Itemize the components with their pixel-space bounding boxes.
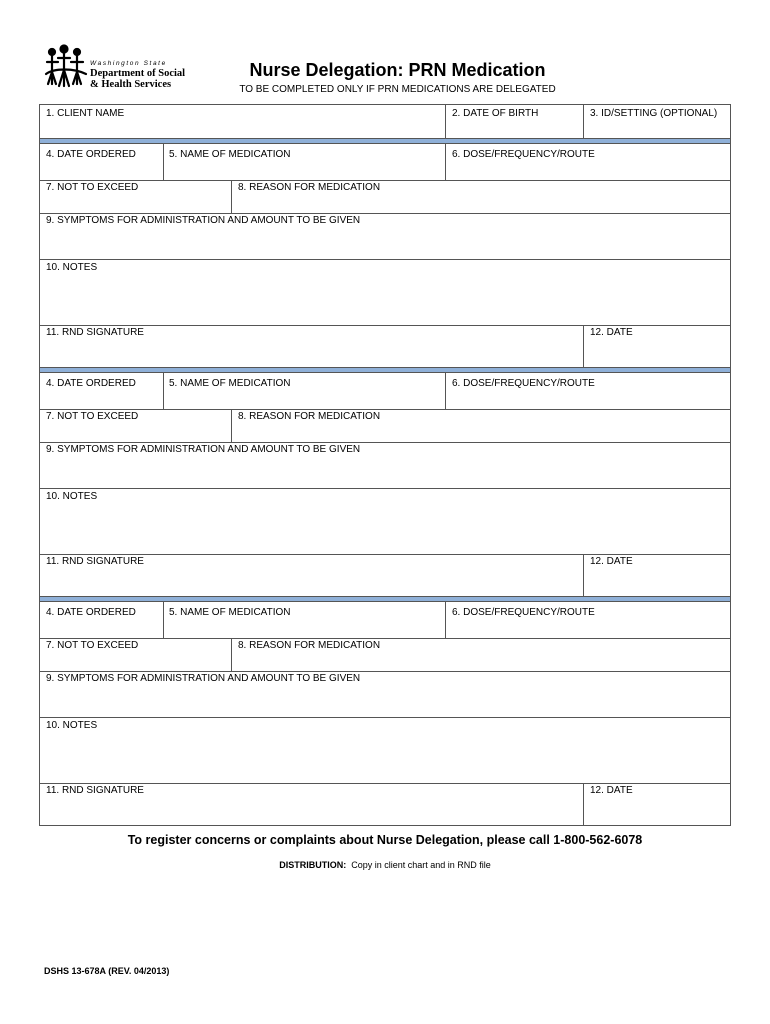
section-divider [40, 596, 730, 602]
id-setting-field[interactable]: 3. ID/SETTING (OPTIONAL) [590, 108, 718, 119]
page-subtitle: TO BE COMPLETED ONLY IF PRN MEDICATIONS ARE DELEGATED [239, 84, 556, 95]
date-of-birth-field[interactable]: 2. DATE OF BIRTH [452, 108, 539, 119]
symptoms-field[interactable]: 9. SYMPTOMS FOR ADMINISTRATION AND AMOUNT TO BE GIVEN [46, 215, 361, 226]
medication-name-field[interactable]: 5. NAME OF MEDICATION [169, 607, 291, 618]
distribution-note [0, 860, 770, 870]
dose-frequency-route-field[interactable]: 6. DOSE/FREQUENCY/ROUTE [452, 378, 595, 389]
rnd-signature-field[interactable]: 11. RND SIGNATURE [46, 556, 144, 567]
reason-for-medication-field[interactable]: 8. REASON FOR MEDICATION [238, 640, 381, 651]
prn-medication-form [39, 104, 731, 826]
complaints-notice: To register concerns or complaints about Nurse Delegation, please call 1-800-562-6078 [127, 833, 643, 847]
notes-field[interactable]: 10. NOTES [46, 262, 98, 273]
medication-name-field[interactable]: 5. NAME OF MEDICATION [169, 378, 291, 389]
section-divider [40, 138, 730, 144]
logo-health-services-text: & Health Services [90, 79, 172, 90]
symptoms-field[interactable]: 9. SYMPTOMS FOR ADMINISTRATION AND AMOUNT TO BE GIVEN [46, 444, 361, 455]
notes-field[interactable]: 10. NOTES [46, 720, 98, 731]
rnd-signature-field[interactable]: 11. RND SIGNATURE [46, 785, 144, 796]
date-ordered-field[interactable]: 4. DATE ORDERED [46, 607, 136, 618]
dose-frequency-route-field[interactable]: 6. DOSE/FREQUENCY/ROUTE [452, 607, 595, 618]
reason-for-medication-field[interactable]: 8. REASON FOR MEDICATION [238, 182, 381, 193]
distribution-text: Copy in client chart and in RND file [351, 860, 491, 870]
section-divider [40, 367, 730, 373]
symptoms-field[interactable]: 9. SYMPTOMS FOR ADMINISTRATION AND AMOUNT TO BE GIVEN [46, 673, 361, 684]
date-ordered-field[interactable]: 4. DATE ORDERED [46, 149, 136, 160]
client-name-field[interactable]: 1. CLIENT NAME [46, 108, 125, 119]
reason-for-medication-field[interactable]: 8. REASON FOR MEDICATION [238, 411, 381, 422]
not-to-exceed-field[interactable]: 7. NOT TO EXCEED [46, 640, 139, 651]
date-ordered-field[interactable]: 4. DATE ORDERED [46, 378, 136, 389]
not-to-exceed-field[interactable]: 7. NOT TO EXCEED [46, 411, 139, 422]
dose-frequency-route-field[interactable]: 6. DOSE/FREQUENCY/ROUTE [452, 149, 595, 160]
signature-date-field[interactable]: 12. DATE [590, 785, 633, 796]
signature-date-field[interactable]: 12. DATE [590, 327, 633, 338]
signature-date-field[interactable]: 12. DATE [590, 556, 633, 567]
notes-field[interactable]: 10. NOTES [46, 491, 98, 502]
logo-state-text: Washington State [90, 60, 167, 67]
logo-department-text: Department of Social [90, 68, 186, 79]
medication-name-field[interactable]: 5. NAME OF MEDICATION [169, 149, 291, 160]
distribution-label: DISTRIBUTION: [279, 860, 347, 870]
form-number: DSHS 13-678A (REV. 04/2013) [44, 966, 170, 976]
page-title: Nurse Delegation: PRN Medication [249, 60, 546, 80]
not-to-exceed-field[interactable]: 7. NOT TO EXCEED [46, 182, 139, 193]
rnd-signature-field[interactable]: 11. RND SIGNATURE [46, 327, 144, 338]
